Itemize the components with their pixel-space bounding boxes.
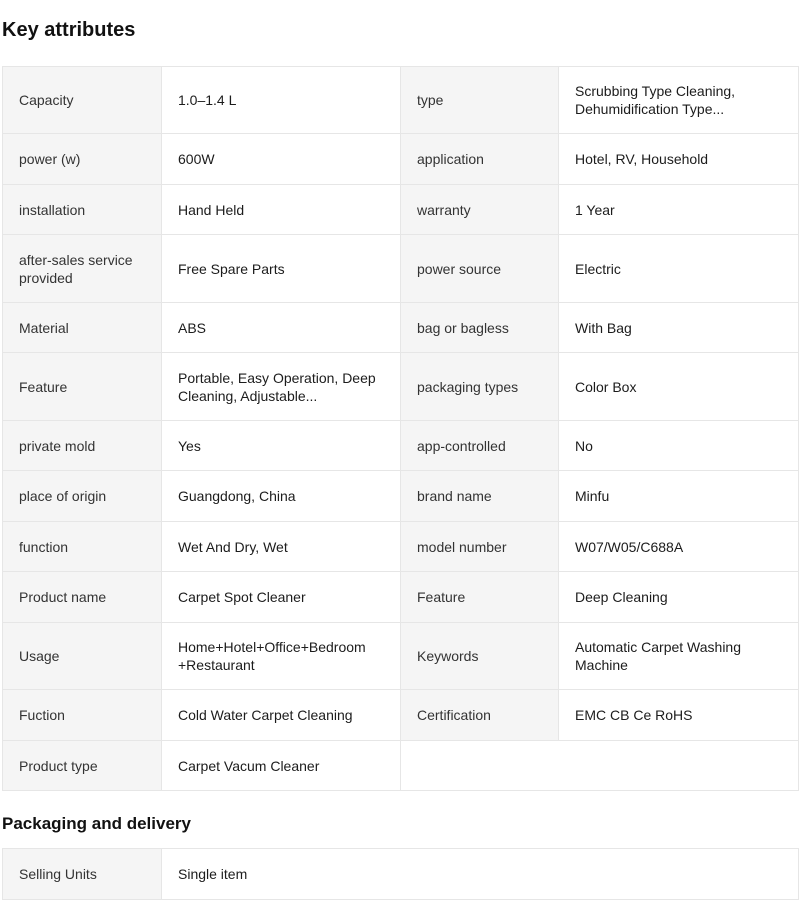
attribute-label-cell	[3, 421, 162, 471]
attribute-value-cell	[559, 185, 799, 235]
attribute-value-cell	[162, 572, 401, 623]
attribute-label-cell	[3, 690, 162, 741]
attribute-label-cell	[401, 353, 559, 421]
attribute-value: No	[575, 437, 593, 454]
attribute-label-cell	[401, 303, 559, 353]
attribute-value: Yes	[178, 437, 201, 454]
attribute-label: app-controlled	[417, 437, 506, 454]
attribute-value-cell	[162, 185, 401, 235]
attribute-label-cell	[3, 134, 162, 185]
attribute-value: Free Spare Parts	[178, 260, 285, 277]
attribute-value-cell	[559, 235, 799, 303]
attribute-value-cell	[162, 303, 401, 353]
attribute-value: 1.0–1.4 L	[178, 92, 237, 108]
attribute-row	[3, 741, 799, 791]
attribute-row	[3, 623, 799, 690]
attribute-value-cell	[162, 134, 401, 185]
attribute-value: Guangdong, China	[178, 488, 296, 504]
attribute-row	[3, 303, 799, 353]
attribute-label: brand name	[417, 488, 492, 504]
attribute-label: after-sales service provided	[19, 251, 133, 286]
attribute-row	[3, 421, 799, 471]
attribute-value-cell	[559, 522, 799, 572]
attribute-label: Material	[19, 319, 69, 336]
attribute-label: Certification	[417, 707, 491, 723]
attribute-label-cell	[3, 572, 162, 623]
attribute-label: Feature	[19, 378, 68, 395]
attribute-label-cell	[401, 185, 559, 235]
attribute-value: 600W	[178, 151, 215, 167]
attribute-label: type	[417, 92, 444, 108]
attribute-value: Home+Hotel+Office+Bedroom +Restaurant	[178, 639, 366, 673]
packaging-title: Packaging and delivery	[2, 814, 191, 833]
attribute-label: Product name	[19, 589, 107, 605]
attribute-label: Keywords	[417, 648, 479, 664]
attribute-row	[3, 185, 799, 235]
attribute-label-cell	[3, 741, 162, 791]
attribute-row	[3, 235, 799, 303]
attribute-row	[3, 134, 799, 185]
attribute-value-cell	[559, 67, 799, 134]
attribute-value-cell	[559, 572, 799, 623]
attribute-value: Cold Water Carpet Cleaning	[178, 707, 353, 723]
attribute-label-cell	[3, 185, 162, 235]
attribute-label: private mold	[19, 437, 96, 454]
attribute-value: Color Box	[575, 378, 637, 395]
attribute-value: Carpet Spot Cleaner	[178, 589, 306, 605]
attribute-value-cell	[559, 134, 799, 185]
attribute-value: Scrubbing Type Cleaning, Dehumidification Type...	[575, 83, 736, 117]
attribute-label-cell	[401, 471, 559, 522]
attribute-value-cell	[162, 690, 401, 741]
attribute-value-cell	[559, 421, 799, 471]
attribute-label: Usage	[19, 648, 60, 664]
attribute-value-cell	[559, 303, 799, 353]
attribute-label: application	[417, 151, 484, 167]
empty-cell	[401, 741, 799, 791]
attribute-value-cell	[559, 690, 799, 741]
attribute-value: Hotel, RV, Household	[575, 151, 709, 167]
attribute-label: place of origin	[19, 488, 107, 504]
attribute-label: function	[19, 538, 69, 555]
attribute-value: Electric	[575, 260, 621, 277]
attribute-label-cell	[401, 690, 559, 741]
attribute-label-cell	[401, 67, 559, 134]
attribute-value: W07/W05/C688A	[575, 538, 684, 555]
attribute-value: Automatic Carpet Washing Machine	[575, 639, 741, 673]
attribute-label-cell	[3, 67, 162, 134]
attribute-row	[3, 67, 799, 134]
attribute-row	[3, 522, 799, 572]
attribute-label: Fuction	[19, 707, 65, 723]
attribute-value: Deep Cleaning	[575, 589, 668, 605]
attribute-label-cell	[3, 471, 162, 522]
attribute-value-cell	[559, 471, 799, 522]
attribute-label-cell	[401, 421, 559, 471]
attribute-value: Carpet Vacum Cleaner	[178, 757, 320, 774]
attribute-value: Minfu	[575, 488, 610, 504]
attribute-label: power (w)	[19, 151, 81, 167]
attribute-row	[3, 471, 799, 522]
attribute-label: Feature	[417, 589, 466, 605]
packaging-value: Single item	[178, 866, 248, 882]
attribute-value-cell	[162, 353, 401, 421]
attribute-label-cell	[401, 572, 559, 623]
attribute-label-cell	[3, 353, 162, 421]
attribute-value-cell	[162, 235, 401, 303]
attribute-label-cell	[3, 522, 162, 572]
attribute-value: With Bag	[575, 319, 632, 336]
attribute-value: ABS	[178, 319, 207, 336]
attribute-value: 1 Year	[575, 201, 615, 218]
attribute-label: packaging types	[417, 378, 519, 395]
attribute-label: Capacity	[19, 92, 74, 108]
attribute-row	[3, 690, 799, 741]
attribute-label-cell	[401, 235, 559, 303]
attribute-label: bag or bagless	[417, 319, 509, 336]
attribute-value: EMC CB Ce RoHS	[575, 707, 693, 723]
attribute-label-cell	[401, 522, 559, 572]
packaging-label: Selling Units	[19, 866, 97, 882]
attribute-value: Hand Held	[178, 201, 245, 218]
attribute-value-cell	[559, 353, 799, 421]
packaging-table	[2, 848, 799, 900]
attribute-label: Product type	[19, 757, 98, 774]
attribute-value-cell	[559, 623, 799, 690]
attribute-value: Portable, Easy Operation, Deep Cleaning, Adjustable...	[178, 369, 376, 404]
attribute-label-cell	[3, 303, 162, 353]
attribute-value-cell	[162, 471, 401, 522]
attribute-label: installation	[19, 201, 86, 218]
packaging-row	[3, 849, 799, 900]
attribute-label-cell	[401, 134, 559, 185]
attribute-row	[3, 353, 799, 421]
attribute-value: Wet And Dry, Wet	[178, 538, 288, 555]
attribute-value-cell	[162, 623, 401, 690]
attribute-value-cell	[162, 421, 401, 471]
attribute-value-cell	[162, 522, 401, 572]
attribute-value-cell	[162, 741, 401, 791]
attribute-label-cell	[3, 623, 162, 690]
key-attributes-table	[2, 66, 799, 791]
attribute-label-cell	[3, 235, 162, 303]
packaging-label-cell	[3, 849, 162, 900]
key-attributes-title: Key attributes	[2, 19, 136, 41]
attribute-label: warranty	[417, 201, 471, 218]
attribute-label: model number	[417, 538, 507, 555]
attribute-label: power source	[417, 260, 502, 277]
attribute-label-cell	[401, 623, 559, 690]
packaging-value-cell	[162, 849, 799, 900]
attribute-value-cell	[162, 67, 401, 134]
attribute-row	[3, 572, 799, 623]
